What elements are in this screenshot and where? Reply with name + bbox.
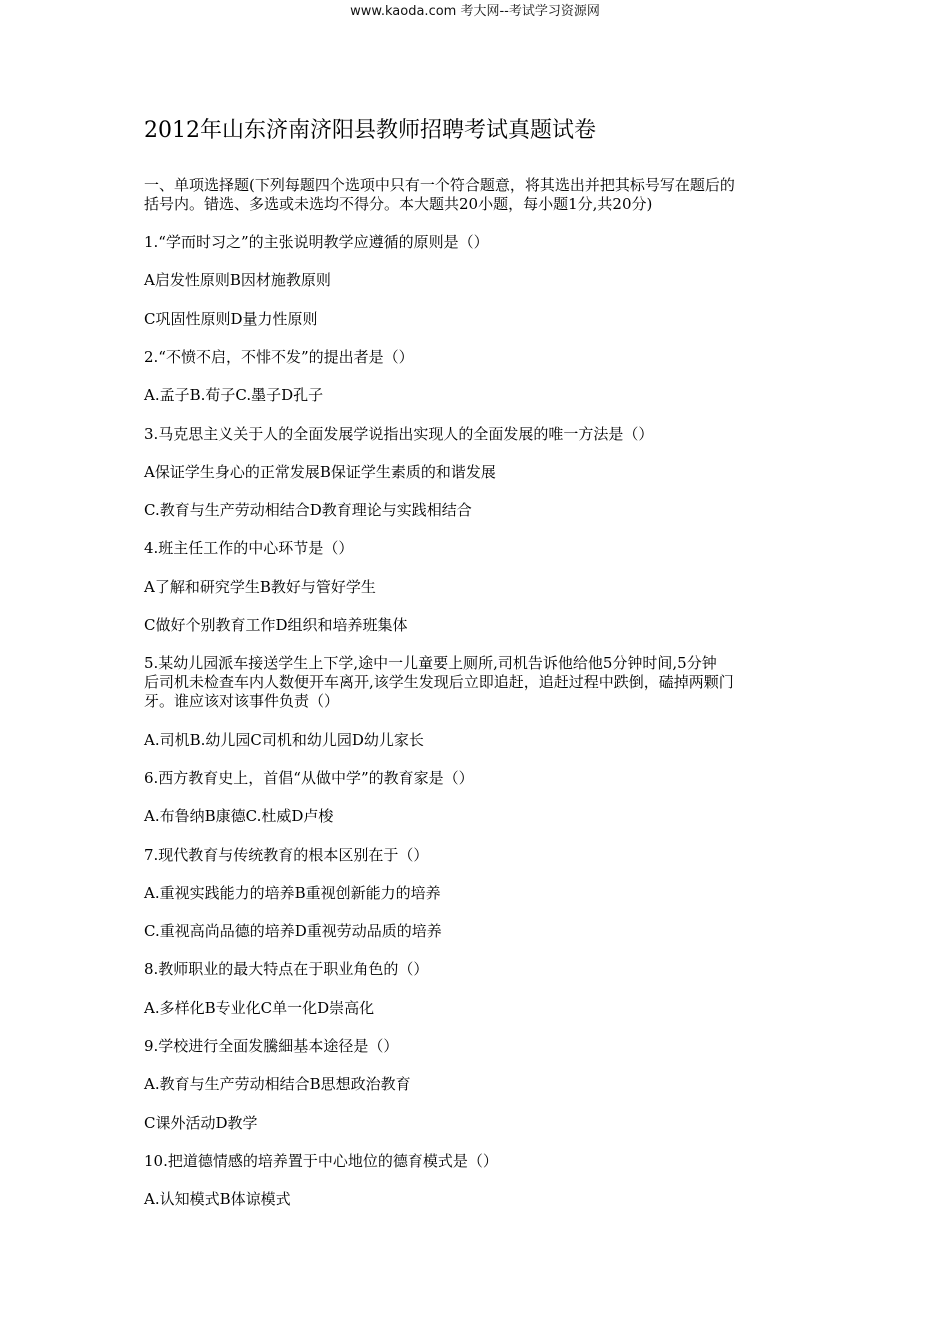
question-9-stem: 9.学校进行全面发騰細基本途径是（）	[144, 1037, 399, 1055]
section-intro-line-1: 一、单项选择题(下列每题四个选项中只有一个符合题意，将其选出并把其标号写在题后的	[144, 176, 735, 194]
question-9-option-line-1: A.教育与生产劳动相结合B思想政治教育	[144, 1075, 411, 1093]
question-3-option-line-2: C.教育与生产劳动相结合D教育理论与实践相结合	[144, 501, 472, 519]
question-8-stem: 8.教师职业的最大特点在于职业角色的（）	[144, 960, 429, 978]
question-5-stem-line-1: 5.某幼儿园派车接送学生上下学,途中一儿童要上厕所,司机告诉他给他5分钟时间,5分钟	[144, 654, 717, 672]
question-1-stem: 1.“学而时习之”的主张说明教学应遵循的原则是（）	[144, 233, 489, 251]
question-4-option-line-1: A了解和研究学生B教好与管好学生	[144, 578, 376, 596]
question-2-stem: 2.“不愤不启，不悱不发”的提出者是（）	[144, 348, 414, 366]
question-4-stem: 4.班主任工作的中心环节是（）	[144, 539, 354, 557]
question-10-option-line-1: A.认知模式B体谅模式	[144, 1190, 291, 1208]
question-1-option-line-1: A启发性原则B因材施教原则	[144, 271, 331, 289]
question-7-stem: 7.现代教育与传统教育的根本区别在于（）	[144, 846, 429, 864]
question-6-option-line-1: A.布鲁纳B康德C.杜威D卢梭	[144, 807, 334, 825]
question-8-option-line-1: A.多样化B专业化C单一化D崇高化	[144, 999, 375, 1017]
question-10-stem: 10.把道德情感的培养置于中心地位的德育模式是（）	[144, 1152, 498, 1170]
question-7-option-line-2: C.重视高尚品德的培养D重视劳动品质的培养	[144, 922, 442, 940]
question-3-stem: 3.马克思主义关于人的全面发展学说指出实现人的全面发展的唯一方法是（）	[144, 425, 654, 443]
question-5-stem-line-2: 后司机未检查车内人数便开车离开,该学生发现后立即追赶，追赶过程中跌倒，磕掉两颗门	[144, 673, 734, 691]
question-5-option-line-1: A.司机B.幼儿园C司机和幼儿园D幼儿家长	[144, 731, 424, 749]
question-5-stem-line-3: 牙。谁应该对该事件负责（）	[144, 692, 340, 710]
question-9-option-line-2: C课外活动D教学	[144, 1114, 258, 1132]
section-intro-line-2: 括号内。错选、多选或未选均不得分。本大题共20小题，每小题1分,共20分)	[144, 195, 653, 213]
question-4-option-line-2: C做好个别教育工作D组织和培养班集体	[144, 616, 408, 634]
question-2-option-line-1: A.孟子B.荀子C.墨子D孔子	[144, 386, 324, 404]
question-7-option-line-1: A.重视实践能力的培养B重视创新能力的培养	[144, 884, 441, 902]
page-header: www.kaoda.com 考大网--考试学习资源网	[350, 4, 600, 19]
question-3-option-line-1: A保证学生身心的正常发展B保证学生素质的和谐发展	[144, 463, 496, 481]
page-title: 2012年山东济南济阳县教师招聘考试真题试卷	[144, 118, 596, 143]
question-1-option-line-2: C巩固性原则D量力性原则	[144, 310, 318, 328]
question-6-stem: 6.西方教育史上，首倡“从做中学”的教育家是（）	[144, 769, 474, 787]
